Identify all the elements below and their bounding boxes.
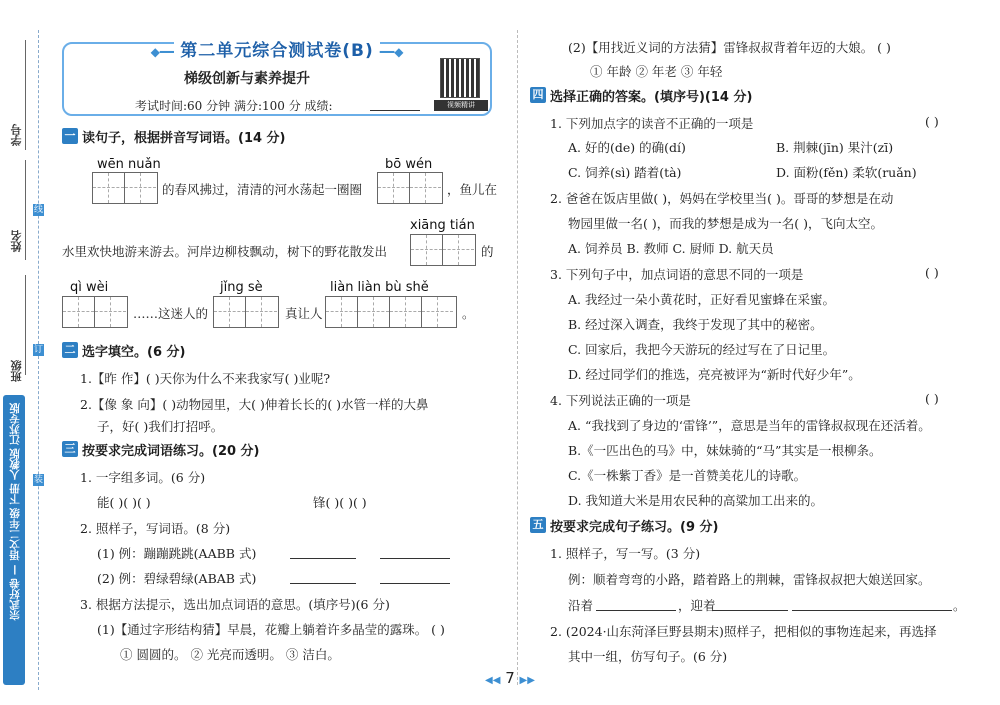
seal-ding: 订 — [33, 345, 43, 355]
section-5-title: 按要求完成句子练习。(9 分) — [550, 519, 719, 535]
s5-q1-example: 例：顺着弯弯的小路，踏着路上的荆棘，雷锋叔叔把大娘送回家。 — [568, 572, 931, 587]
blank-abab-1[interactable] — [290, 583, 356, 584]
s3-q1-neng: 能( )( )( ) — [97, 495, 151, 510]
s4-q2-options: A. 饲养员 B. 教师 C. 厨师 D. 航天员 — [568, 241, 774, 256]
blank-aabb-1[interactable] — [290, 558, 356, 559]
s4-question-1: 1. 下列加点字的读音不正确的一项是 — [550, 116, 754, 131]
column-divider — [517, 30, 518, 685]
s4-question-2a: 2. 爸爸在饭店里做( )，妈妈在学校里当( )。哥哥的梦想是在动 — [550, 191, 894, 206]
s3-q3-part-1-options: ① 圆圆的。 ② 光亮而透明。 ③ 洁白。 — [120, 647, 340, 662]
s5-q1-facing: ，迎着 — [678, 598, 716, 613]
s4-question-3: 3. 下列句子中，加点词语的意思不同的一项是 — [550, 267, 804, 282]
s3-q1-feng: 锋( )( )( ) — [313, 495, 367, 510]
pinyin-qiwei: qì wèi — [70, 280, 109, 295]
banji-line — [25, 275, 26, 375]
pinyin-xiangtian: xiāng tián — [410, 218, 475, 233]
s3-q2-example-1: (1) 例：蹦蹦跳跳(AABB 式) — [97, 546, 257, 561]
qr-code-icon[interactable] — [440, 58, 480, 98]
s4-question-2b: 物园里做一名( )，而我的梦想是成为一名( )，飞向太空。 — [568, 216, 883, 231]
seal-zhuang: 装 — [33, 475, 43, 485]
pinyin-jingse: jǐng sè — [220, 280, 263, 295]
page-number: ◀◀ 7 ▶▶ — [485, 669, 535, 687]
answer-grid-xiangtian[interactable] — [410, 234, 476, 266]
s4-q4-option-d: D. 我知道大米是用农民种的高粱加工出来的。 — [568, 493, 824, 508]
s1-text-2: ，鱼儿在 — [447, 182, 498, 197]
s1-text-5: ……这迷人的 — [133, 306, 209, 321]
s4-q1-option-b: B. 荆棘(jīn) 果汁(zī) — [776, 140, 894, 155]
section-3-header — [62, 440, 260, 458]
xuehao-line — [25, 40, 26, 150]
s4-q3-option-a: A. 我经过一朵小黄花时，正好看见蜜蜂在采蜜。 — [568, 292, 835, 307]
qr-label: 视频精讲 — [434, 100, 488, 111]
s4-q3-option-d: D. 经过同学们的推选，亮亮被评为“新时代好少年”。 — [568, 367, 861, 382]
s4-q3-option-b: B. 经过深入调查，我终于发现了其中的秘密。 — [568, 317, 823, 332]
s3-q2-example-2: (2) 例：碧绿碧绿(ABAB 式) — [97, 571, 257, 586]
series-label: 宗武好卷 — 语文二年级 下册 人教版 江苏专版 — [9, 403, 21, 621]
blank-along[interactable] — [596, 610, 676, 611]
banji-label: 班级 — [10, 360, 23, 382]
s4-q1-option-a: A. 好的(de) 的确(dí) — [568, 140, 686, 155]
s2-question-1: 1.【昨 作】( )天你为什么不来我家写( )业呢? — [80, 371, 331, 386]
s5-question-2a: 2. (2024·山东菏泽巨野县期末)照样子，把相似的事物连起来，再选择 — [550, 624, 937, 639]
answer-grid-bowen[interactable] — [377, 172, 443, 204]
cut-line — [38, 30, 39, 690]
section-2-number: 二 — [62, 342, 78, 358]
s4-q1-option-c: C. 饲养(sì) 踏着(tà) — [568, 165, 682, 180]
s5-q1-end: 。 — [953, 598, 966, 613]
s5-q1-along: 沿着 — [568, 598, 594, 613]
s3-q3-part-1: (1)【通过字形结构猜】早晨，花瓣上躺着许多晶莹的露珠。 ( ) — [97, 622, 445, 637]
section-5-number: 五 — [530, 517, 546, 533]
pinyin-lianlianbushe: liàn liàn bù shě — [330, 280, 429, 295]
section-1-header — [62, 127, 286, 145]
s5-question-1: 1. 照样子，写一写。(3 分) — [550, 546, 701, 561]
title-bar: ◆━━ 第二单元综合测试卷(B) ━━◆ — [150, 41, 404, 61]
section-1-number: 一 — [62, 128, 78, 144]
s1-text-6: 真让人 — [285, 306, 323, 321]
s3-q3-part-2: (2)【用找近义词的方法猜】雷锋叔叔背着年迈的大娘。 ( ) — [568, 40, 891, 55]
s1-text-3: 水里欢快地游来游去。河岸边柳枝飘动，树下的野花散发出 — [62, 244, 388, 259]
answer-grid-jingse[interactable] — [213, 296, 279, 328]
page-subtitle: 梯级创新与素养提升 — [184, 71, 310, 87]
exam-meta: 考试时间:60 分钟 满分:100 分 成绩: — [135, 99, 333, 113]
blank-facing[interactable] — [712, 610, 788, 611]
section-5-header — [530, 516, 718, 534]
pinyin-wennuan: wēn nuǎn — [97, 157, 161, 172]
seal-xian: 线 — [33, 205, 43, 215]
binding-margin — [0, 0, 52, 705]
xuehao-label: 学号 — [10, 124, 23, 146]
s3-question-3: 3. 根据方法提示，选出加点词语的意思。(填序号)(6 分) — [80, 597, 390, 612]
s3-q3-part-2-options: ① 年龄 ② 年老 ③ 年轻 — [590, 64, 723, 79]
blank-abab-2[interactable] — [380, 583, 450, 584]
s4-q3-paren: ( ) — [925, 265, 939, 280]
s4-q1-option-d: D. 面粉(fěn) 柔软(ruǎn) — [776, 165, 917, 180]
answer-grid-lianlianbushe[interactable] — [325, 296, 457, 328]
answer-grid-wennuan[interactable] — [92, 172, 158, 204]
s3-question-1: 1. 一字组多词。(6 分) — [80, 470, 206, 485]
section-4-header — [530, 86, 752, 104]
s5-question-2b: 其中一组，仿写句子。(6 分) — [568, 649, 728, 664]
section-2-header — [62, 341, 185, 359]
xingming-label: 姓名 — [10, 230, 23, 252]
s1-text-1: 的春风拂过，清清的河水荡起一圈圈 — [162, 182, 363, 197]
answer-grid-qiwei[interactable] — [62, 296, 128, 328]
section-2-title: 选字填空。(6 分) — [82, 344, 186, 360]
xingming-line — [25, 160, 26, 260]
page-number-value: 7 — [505, 669, 515, 687]
s4-q4-option-b: B.《一匹出色的马》中，妹妹骑的“马”其实是一根柳条。 — [568, 443, 882, 458]
s4-q1-paren: ( ) — [925, 114, 939, 129]
series-tab — [3, 395, 25, 685]
page-title: 第二单元综合测试卷(B) — [174, 41, 380, 61]
pinyin-bowen: bō wén — [385, 157, 433, 172]
s4-question-4: 4. 下列说法正确的一项是 — [550, 393, 691, 408]
blank-rest[interactable] — [792, 610, 952, 611]
section-4-title: 选择正确的答案。(填序号)(14 分) — [550, 89, 753, 105]
section-1-title: 读句子，根据拼音写词语。(14 分) — [82, 130, 286, 146]
s4-q4-option-a: A. “我找到了身边的‘雷锋’”，意思是当年的雷锋叔叔现在还活着。 — [568, 418, 931, 433]
section-3-number: 三 — [62, 441, 78, 457]
s3-question-2: 2. 照样子，写词语。(8 分) — [80, 521, 231, 536]
blank-aabb-2[interactable] — [380, 558, 450, 559]
s4-q3-option-c: C. 回家后，我把今天游玩的经过写在了日记里。 — [568, 342, 836, 357]
s4-q4-option-c: C.《一株紫丁香》是一首赞美花儿的诗歌。 — [568, 468, 807, 483]
section-3-title: 按要求完成词语练习。(20 分) — [82, 443, 260, 459]
s4-q4-paren: ( ) — [925, 391, 939, 406]
score-blank[interactable] — [370, 110, 420, 111]
section-4-number: 四 — [530, 87, 546, 103]
s2-question-2b: 子，好( )我们打招呼。 — [97, 419, 224, 434]
s1-text-4: 的 — [481, 244, 494, 259]
s1-text-7: 。 — [462, 306, 475, 321]
s2-question-2a: 2.【像 象 向】( )动物园里，大( )伸着长长的( )水管一样的大鼻 — [80, 397, 429, 412]
